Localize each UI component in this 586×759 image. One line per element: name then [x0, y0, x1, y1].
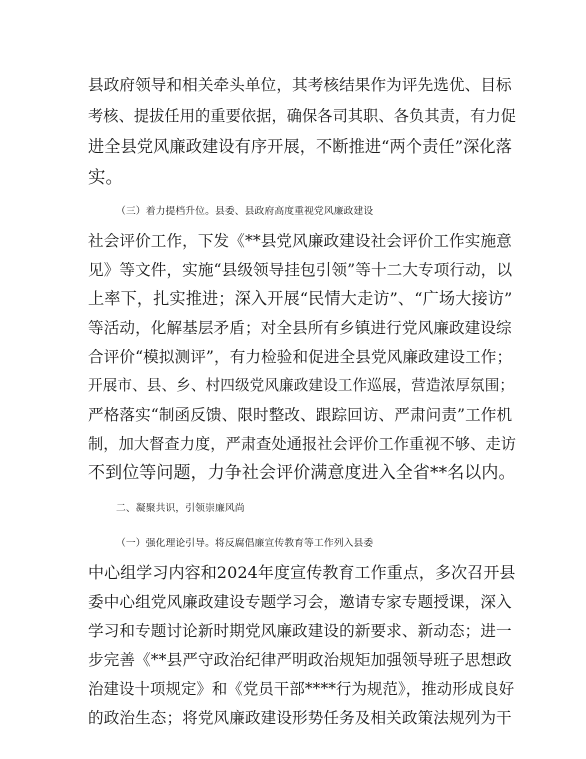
chapter-heading: 二、凝聚共识，引领崇廉风尚: [116, 503, 245, 514]
body-text-line: 进全县党风廉政建设有序开展，不断推进“两个责任”深化落: [88, 137, 512, 156]
body-text-line: 等活动，化解基层矛盾；对全县所有乡镇进行党风廉政建设综: [88, 319, 512, 337]
body-text-line: 学习和专题讨论新时期党风廉政建设的新要求、新动态；进一: [88, 622, 512, 640]
body-text-line: 中心组学习内容和2024年度宣传教育工作重点，多次召开县: [88, 563, 516, 582]
body-text-line: 严格落实“制函反馈、限时整改、跟踪回访、严肃问责”工作机: [88, 406, 513, 424]
body-text-line: 的政治生态；将党风廉政建设形势任务及相关政策法规列为干: [88, 709, 512, 727]
body-text-line: 考核、提拔任用的重要依据，确保各司其职、各负其责，有力促: [88, 107, 517, 125]
body-text-line: 开展市、县、乡、村四级党风廉政建设工作巡展，营造浓厚氛围；: [88, 377, 515, 394]
section-heading-line: （一）强化理论引导。将反腐倡廉宣传教育等工作列入县委: [116, 538, 374, 549]
body-text-line: 县政府领导和相关牵头单位，其考核结果作为评先选优、目标: [88, 76, 512, 94]
body-text-line: 步完善《**县严守政治纪律严明政治规矩加强领导班子思想政: [88, 651, 512, 669]
section-heading-line: （三）着力提档升位。县委、县政府高度重视党风廉政建设: [116, 206, 374, 217]
body-text-line: 治建设十项规定》和《党员干部****行为规范》，推动形成良好: [88, 680, 515, 698]
body-text-line: 上率下，扎实推进；深入开展“民情大走访”、“广场大接访”: [88, 289, 513, 308]
body-text-line: 实。: [88, 168, 123, 188]
body-text-line: 见》等文件，实施“县级领导挂包引领”等十二大专项行动，以: [88, 261, 513, 279]
body-text-line: 合评价“模拟测评”，有力检验和促进全县党风廉政建设工作；: [88, 348, 513, 366]
body-text-line: 不到位等问题，力争社会评价满意度进入全省**名以内。: [88, 463, 516, 483]
body-text-line: 社会评价工作，下发《**县党风廉政建设社会评价工作实施意: [88, 232, 512, 250]
body-text-line: 委中心组党风廉政建设专题学习会，邀请专家专题授课，深入: [88, 593, 512, 611]
body-text-line: 制，加大督查力度，严肃查处通报社会评价工作重视不够、走访: [88, 435, 517, 453]
